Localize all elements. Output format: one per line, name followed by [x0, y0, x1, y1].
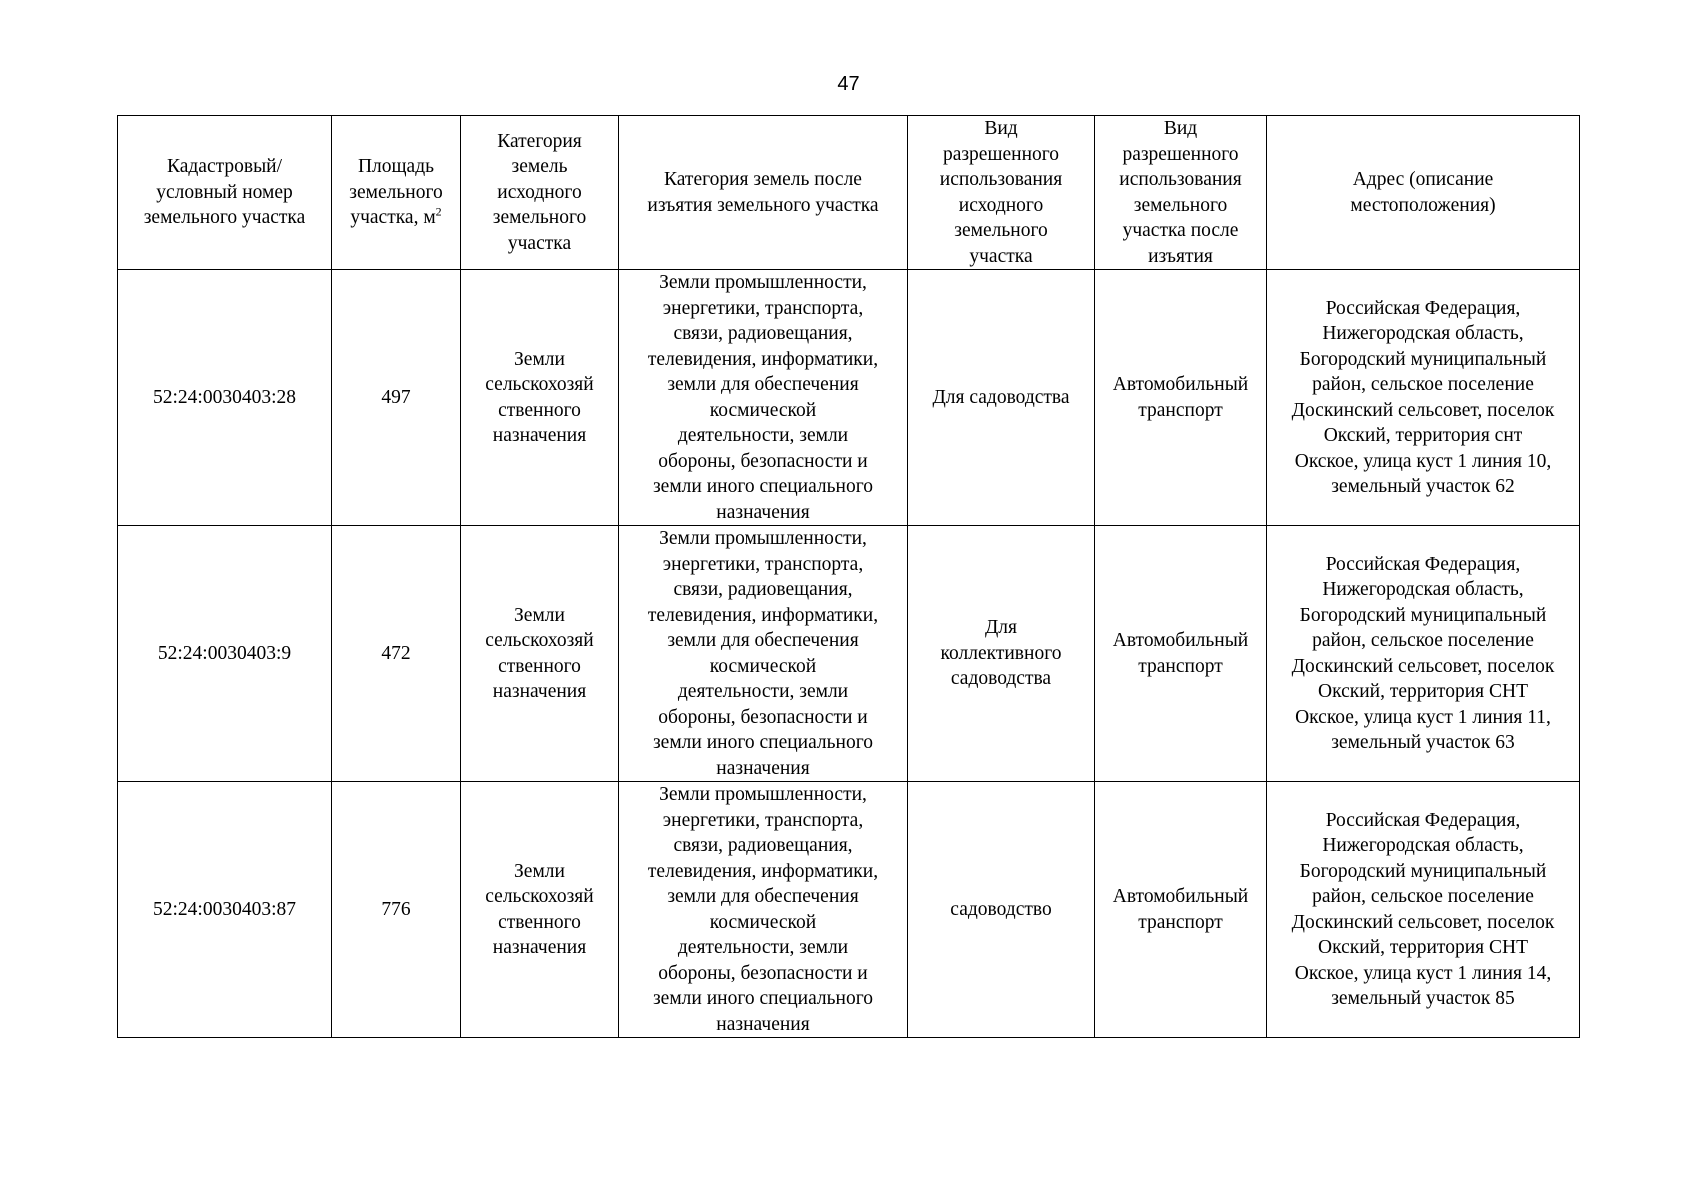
cell-area: 497: [332, 270, 461, 526]
area-unit-superscript: 2: [435, 204, 442, 219]
header-address: Адрес (описание местоположения): [1267, 116, 1580, 270]
header-use-before: Вид разрешенного использования исходного земельного участка: [908, 116, 1095, 270]
header-cadastral-number: Кадастровый/ условный номер земельного участка: [118, 116, 332, 270]
cell-area: 472: [332, 526, 461, 782]
table-row: [118, 526, 1580, 782]
cell-use-before: Для коллективного садоводства: [908, 526, 1095, 782]
cell-use-before: садоводство: [908, 782, 1095, 1038]
header-category-before: Категория земель исходного земельного участка: [461, 116, 619, 270]
cell-category-after: Земли промышленности, энергетики, транспорта, связи, радиовещания, телевидения, информатики, земли для обеспечения космической деятельности, земли обороны, безопасности и земли иного специального назначения: [619, 782, 908, 1038]
header-use-after: Вид разрешенного использования земельного участка после изъятия: [1095, 116, 1267, 270]
cell-cadastral-number: 52:24:0030403:28: [118, 270, 332, 526]
cell-category-after: Земли промышленности, энергетики, транспорта, связи, радиовещания, телевидения, информатики, земли для обеспечения космической деятельности, земли обороны, безопасности и земли иного специального назначения: [619, 526, 908, 782]
cell-category-before: Земли сельскохозяй ственного назначения: [461, 270, 619, 526]
page-number: 47: [837, 73, 860, 95]
table-row: [118, 782, 1580, 1038]
cell-cadastral-number: 52:24:0030403:87: [118, 782, 332, 1038]
cell-address: Российская Федерация, Нижегородская область, Богородский муниципальный район, сельское поселение Доскинский сельсовет, поселок Окский, территория СНТ Окское, улица куст 1 линия 14, земельный участок 85: [1267, 782, 1580, 1038]
cell-category-before: Земли сельскохозяй ственного назначения: [461, 782, 619, 1038]
header-category-after: Категория земель после изъятия земельного участка: [619, 116, 908, 270]
table-header-row: [118, 116, 1580, 270]
cell-category-before: Земли сельскохозяй ственного назначения: [461, 526, 619, 782]
table-row: [118, 270, 1580, 526]
cell-area: 776: [332, 782, 461, 1038]
header-area-label: Площадь земельного участка, м: [349, 156, 443, 229]
land-plots-table: [117, 115, 1580, 1038]
cell-use-after: Автомобильный транспорт: [1095, 526, 1267, 782]
cell-cadastral-number: 52:24:0030403:9: [118, 526, 332, 782]
cell-category-after: Земли промышленности, энергетики, транспорта, связи, радиовещания, телевидения, информатики, земли для обеспечения космической деятельности, земли обороны, безопасности и земли иного специального назначения: [619, 270, 908, 526]
header-area: [332, 116, 461, 270]
cell-address: Российская Федерация, Нижегородская область, Богородский муниципальный район, сельское поселение Доскинский сельсовет, поселок Окский, территория СНТ Окское, улица куст 1 линия 11, земельный участок 63: [1267, 526, 1580, 782]
cell-address: Российская Федерация, Нижегородская область, Богородский муниципальный район, сельское поселение Доскинский сельсовет, поселок Окский, территория снт Окское, улица куст 1 линия 10, земельный участок 62: [1267, 270, 1580, 526]
cell-use-after: Автомобильный транспорт: [1095, 270, 1267, 526]
cell-use-after: Автомобильный транспорт: [1095, 782, 1267, 1038]
cell-use-before: Для садоводства: [908, 270, 1095, 526]
